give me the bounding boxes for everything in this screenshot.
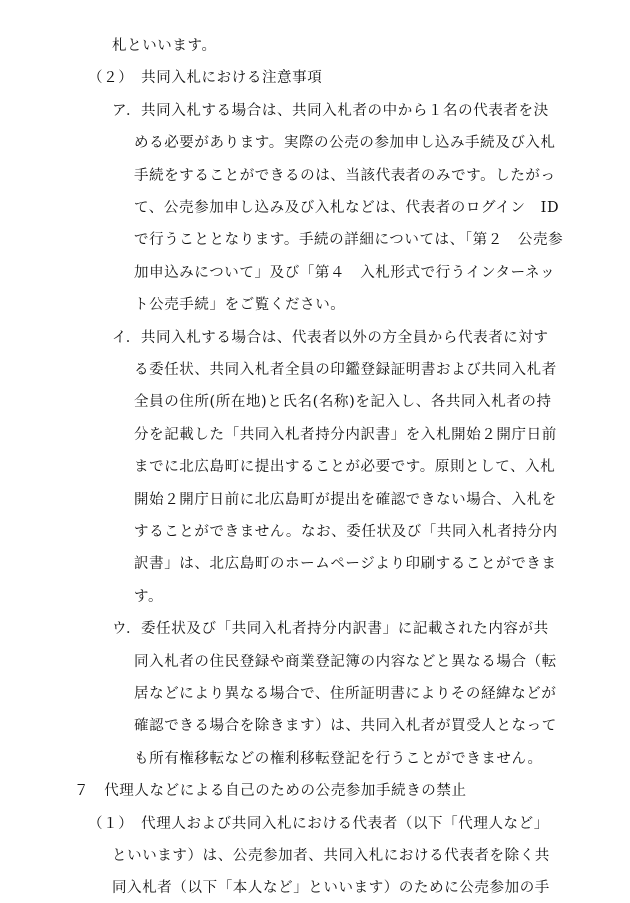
text-line: 分を記載した「共同入札者持分内訳書」を入札開始２開庁日前	[134, 426, 557, 443]
list-item-i-line: イ．共同入札する場合は、代表者以外の方全員から代表者に対す	[112, 329, 549, 346]
text-line: 居などにより異なる場合で、住所証明書によりその経緯などが	[134, 686, 557, 702]
text-line: 全員の住所(所在地)と氏名(名称)を記入し、各共同入札者の持	[134, 394, 552, 411]
text-line: 確認できる場合を除きます）は、共同入札者が買受人となって	[134, 718, 557, 735]
text-line: までに北広島町に提出することが必要です。原則として、入札	[134, 459, 556, 476]
text-line: 同入札者の住民登録や商業登記簿の内容などと異なる場合（転	[134, 653, 557, 670]
text-line: で行うこととなります。手続の詳細については、「第２ 公売参	[134, 232, 564, 249]
text-line: といいます）は、公売参加者、共同入札における代表者を除く共	[112, 848, 550, 864]
text-line: す。	[134, 588, 164, 605]
section-heading: ７ 代理人などによる自己のための公売参加手続きの禁止	[74, 783, 467, 800]
text-line: 手続をすることができるのは、当該代表者のみです。したがっ	[134, 167, 556, 184]
text-line: 開始２開庁日前に北広島町が提出を確認できない場合、入札を	[134, 491, 557, 508]
list-item-u-line: ウ．委任状及び「共同入札者持分内訳書」に記載された内容が共	[112, 621, 549, 638]
list-item-a-line: ア．共同入札する場合は、共同入札者の中から１名の代表者を決	[112, 102, 549, 119]
text-line: も所有権移転などの権利移転登記を行うことができません。	[134, 750, 543, 767]
text-line: 同入札者（以下「本人など」といいます）のために公売参加の手	[112, 880, 550, 897]
text-line: る委任状、共同入札者全員の印鑑登録証明書および共同入札者	[134, 362, 557, 378]
subsection-line: （１） 代理人および共同入札における代表者（以下「代理人など」	[88, 815, 549, 832]
text-line: める必要があります。実際の公売の参加申し込み手続及び入札	[134, 135, 556, 152]
text-line: て、公売参加申し込み及び入札などは、代表者のログイン ID	[134, 200, 560, 216]
text-line: 加申込みについて」及び「第４ 入札形式で行うインターネッ	[134, 264, 556, 281]
text-line: ト公売手続」をご覧ください。	[134, 297, 346, 314]
section-heading: （２） 共同入札における注意事項	[88, 70, 323, 87]
text-line: 札といいます。	[112, 38, 217, 54]
text-line: 訳書」は、北広島町のホームページより印刷することができま	[134, 556, 557, 573]
text-line: することができません。なお、委任状及び「共同入札者持分内	[134, 524, 558, 540]
